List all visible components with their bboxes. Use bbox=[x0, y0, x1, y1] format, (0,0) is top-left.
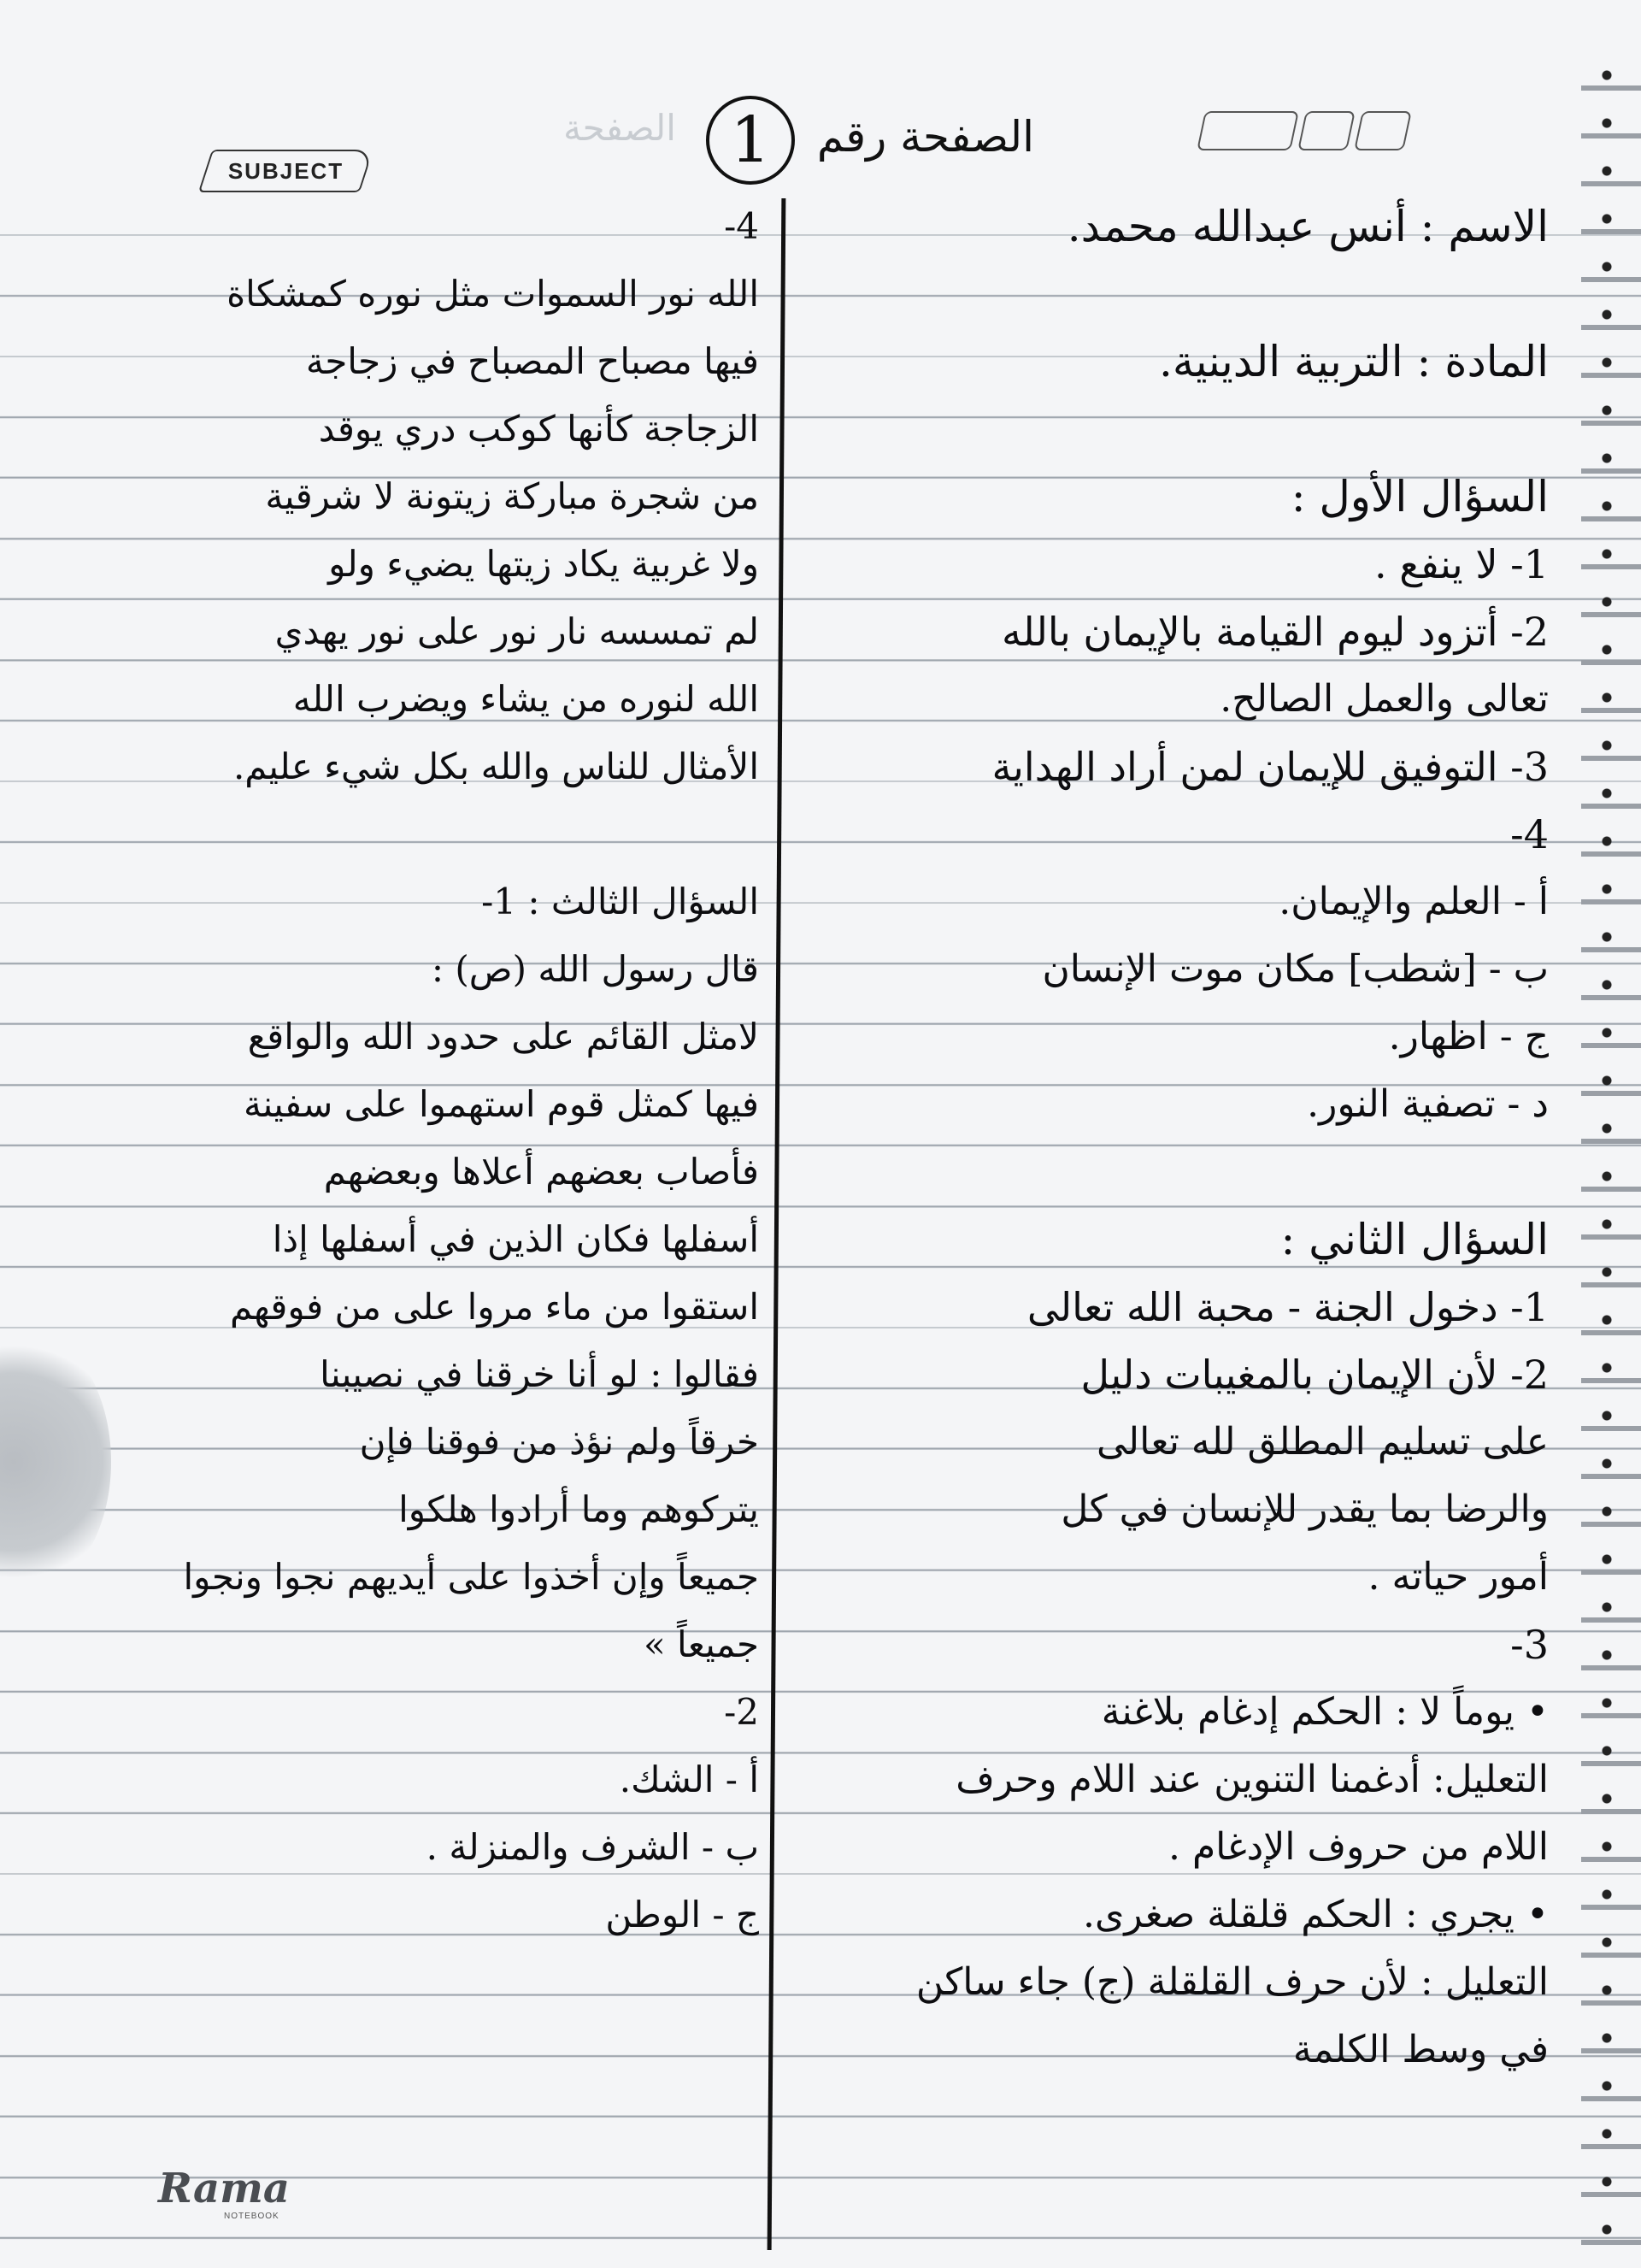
right-line-12: ب - [شطب] مكان موت الإنسان bbox=[1042, 947, 1549, 991]
binding-holes bbox=[1595, 51, 1619, 2257]
right-line-24: التعليل: أدغمنا التنوين عند اللام وحرف bbox=[956, 1758, 1549, 1801]
left-line-8: الله لنوره من يشاء ويضرب الله bbox=[292, 678, 759, 720]
right-line-18: 2- لأن الإيمان بالمغيبات دليل bbox=[1080, 1352, 1549, 1398]
left-line-13: لامثل القائم على حدود الله والواقع bbox=[247, 1016, 759, 1057]
right-line-1: الاسم : أنس عبدالله محمد. bbox=[1067, 202, 1549, 251]
left-line-25: ب - الشرف والمنزلة . bbox=[426, 1826, 759, 1868]
left-line-11: السؤال الثالث : 1- bbox=[481, 881, 759, 922]
left-line-4: الزجاجة كأنها كوكب دري يوقد bbox=[318, 408, 759, 450]
date-boxes bbox=[1201, 111, 1408, 150]
left-line-3: فيها مصباح المصباح في زجاجة bbox=[305, 340, 759, 382]
right-line-19: على تسليم المطلق لله تعالى bbox=[1096, 1420, 1549, 1464]
page-number-circle: 1 bbox=[706, 96, 795, 185]
right-line-10: 4- bbox=[1510, 811, 1549, 857]
left-line-18: فقالوا : لو أنا خرقنا في نصيبنا bbox=[320, 1353, 759, 1395]
right-line-26: • يجري : الحكم قلقلة صغرى. bbox=[1083, 1893, 1549, 1936]
right-line-8: تعالى والعمل الصالح. bbox=[1220, 677, 1549, 721]
left-line-6: ولا غربية يكاد زيتها يضيء ولو bbox=[328, 543, 759, 585]
left-line-26: ج - الوطن bbox=[605, 1894, 759, 1935]
right-line-23: • يوماً لا : الحكم إدغام بلاغنة bbox=[1101, 1690, 1549, 1734]
left-line-1: 4- bbox=[724, 205, 759, 247]
right-line-25: اللام من حروف الإدغام . bbox=[1168, 1825, 1549, 1869]
column-divider bbox=[768, 198, 786, 2250]
subject-tab bbox=[198, 150, 373, 192]
right-line-20: والرضا بما يقدر للإنسان في كل bbox=[1061, 1487, 1549, 1531]
subject-tab-label: SUBJECT bbox=[227, 157, 344, 184]
right-line-7: 2- أتزود ليوم القيامة بالإيمان بالله bbox=[1002, 609, 1549, 655]
right-line-27: التعليل : لأن حرف القلقلة (ج) جاء ساكن bbox=[915, 1960, 1549, 2004]
right-line-14: د - تصفية النور. bbox=[1307, 1082, 1549, 1126]
left-line-5: من شجرة مباركة زيتونة لا شرقية bbox=[265, 475, 759, 517]
page-number-label: الصفحة رقم bbox=[816, 112, 1034, 162]
left-line-17: استقوا من ماء مروا على من فوقهم bbox=[230, 1286, 759, 1328]
left-line-9: الأمثال للناس والله بكل شيء عليم. bbox=[232, 745, 759, 787]
left-line-7: لم تمسسه نار نور على نور يهدي bbox=[274, 610, 759, 652]
right-line-5: السؤال الأول : bbox=[1291, 472, 1549, 521]
right-line-21: أمور حياته . bbox=[1368, 1555, 1549, 1599]
notebook-brand-logo: Rama bbox=[158, 2165, 290, 2212]
right-line-3: المادة : التربية الدينية. bbox=[1158, 337, 1549, 386]
left-line-22: جميعاً » bbox=[643, 1623, 759, 1665]
right-line-17: 1- دخول الجنة - محبة الله تعالى bbox=[1026, 1284, 1549, 1330]
left-line-16: أسفلها فكان الذين في أسفلها إذا bbox=[272, 1218, 759, 1260]
notebook-brand-sub: NOTEBOOK bbox=[224, 2212, 279, 2221]
left-line-14: فيها كمثل قوم استهموا على سفينة bbox=[243, 1083, 759, 1125]
left-line-21: جميعاً وإن أخذوا على أيديهم نجوا ونجوا bbox=[183, 1556, 759, 1598]
left-line-20: يتركوهم وما أرادوا هلكوا bbox=[398, 1488, 759, 1530]
right-line-28: في وسط الكلمة bbox=[1292, 2028, 1549, 2071]
right-line-16: السؤال الثاني : bbox=[1280, 1215, 1549, 1264]
right-line-13: ج - اظهار. bbox=[1388, 1015, 1549, 1058]
right-line-11: أ - العلم والإيمان. bbox=[1279, 880, 1549, 923]
left-line-12: قال رسول الله (ص) : bbox=[431, 948, 759, 990]
photo-shadow bbox=[0, 1334, 111, 1590]
left-line-24: أ - الشك. bbox=[619, 1758, 759, 1800]
right-line-22: 3- bbox=[1510, 1622, 1549, 1668]
left-line-2: الله نور السموات مثل نوره كمشكاة bbox=[226, 273, 759, 315]
left-line-23: 2- bbox=[724, 1691, 759, 1733]
faint-header-text: الصفحة bbox=[563, 107, 676, 149]
left-line-15: فأصاب بعضهم أعلاها وبعضهم bbox=[323, 1151, 759, 1193]
left-line-19: خرقاً ولم نؤذ من فوقنا فإن bbox=[359, 1421, 759, 1463]
right-line-9: 3- التوفيق للإيمان لمن أراد الهداية bbox=[991, 744, 1549, 790]
right-line-6: 1- لا ينفع . bbox=[1374, 541, 1549, 587]
